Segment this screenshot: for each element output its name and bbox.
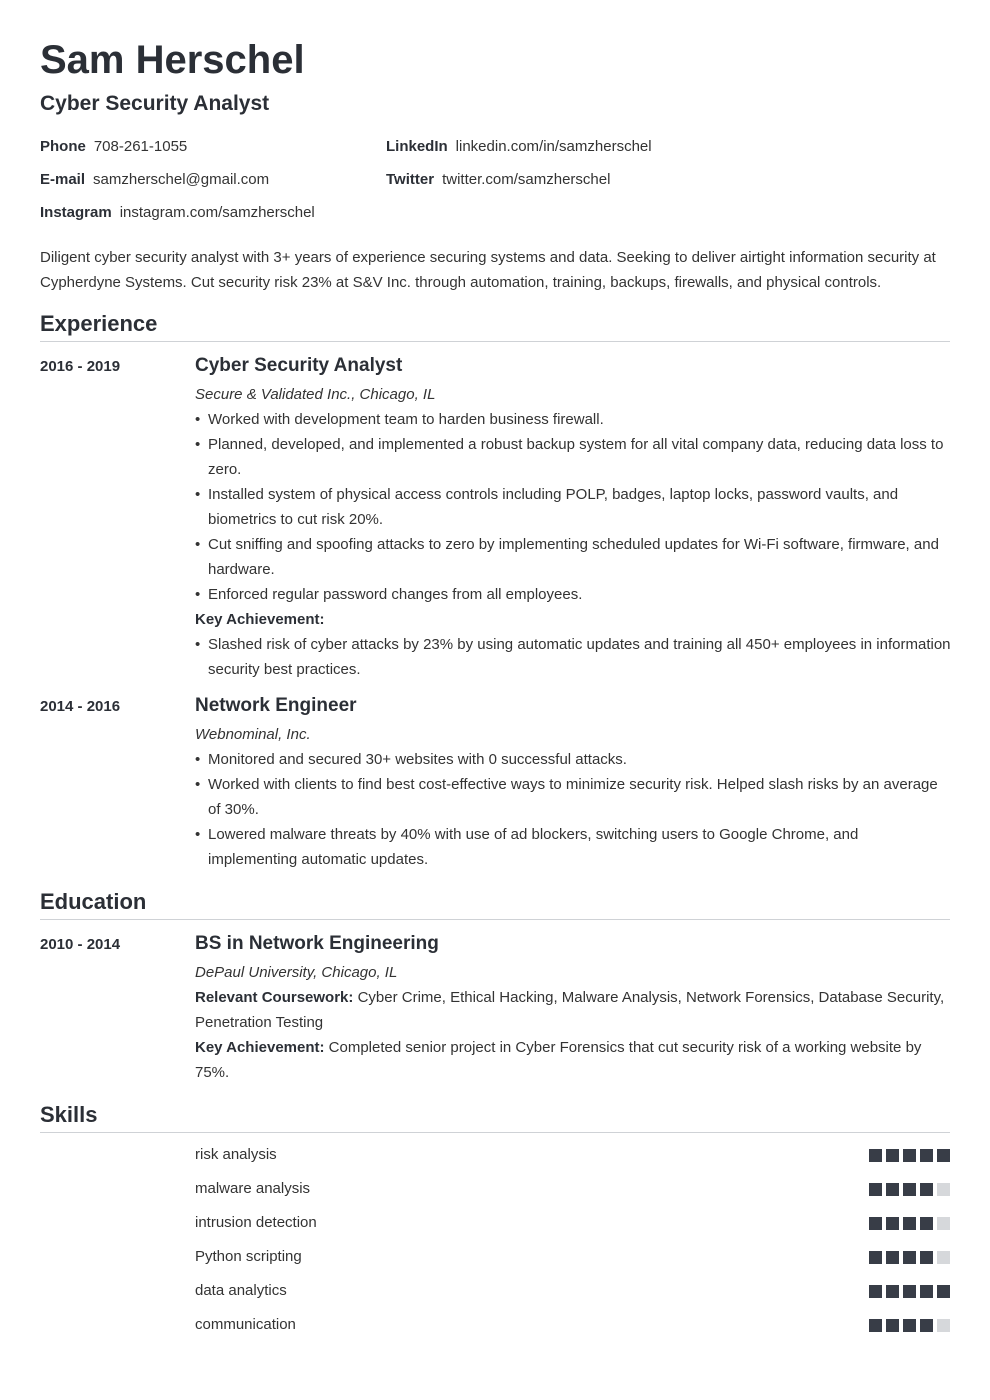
job-1-dates: 2016 - 2019 <box>40 358 121 375</box>
phone-label: Phone <box>40 138 86 155</box>
contact-instagram <box>40 203 315 223</box>
list-item: • Enforced regular password changes from all employees. <box>195 586 583 603</box>
skill-level-filled <box>886 1285 899 1298</box>
skill-level-meter <box>865 1319 950 1332</box>
instagram-value: instagram.com/samzherschel <box>119 204 315 221</box>
skill-level-filled <box>903 1251 916 1264</box>
candidate-name: Sam Herschel <box>40 38 305 82</box>
skill-row <box>195 1211 950 1235</box>
linkedin-label: LinkedIn <box>386 138 448 155</box>
skill-level-filled <box>886 1319 899 1332</box>
coursework: Relevant Coursework: Cyber Crime, Ethical Hacking, Malware Analysis, Network Forensics, Database Security, Penetration Testing <box>195 989 945 1031</box>
skill-row <box>195 1177 950 1201</box>
email-label: E-mail <box>40 171 86 188</box>
list-item: • Worked with clients to find best cost-effective ways to minimize security risk. Helped slash risks by an average of 30%. <box>195 776 938 818</box>
contact-email <box>40 170 269 190</box>
skill-name: data analytics <box>195 1282 287 1299</box>
skill-level-filled <box>937 1149 950 1162</box>
list-item: • Cut sniffing and spoofing attacks to zero by implementing scheduled updates for Wi-Fi software, firmware, and hardware. <box>195 536 939 578</box>
skill-level-empty <box>937 1217 950 1230</box>
instagram-label: Instagram <box>40 204 112 221</box>
contact-twitter <box>386 170 610 190</box>
job-1-role: Cyber Security Analyst <box>195 355 403 376</box>
contact-phone <box>40 137 187 157</box>
job-2-bullets <box>195 747 951 872</box>
skill-level-filled <box>920 1319 933 1332</box>
skill-name: risk analysis <box>195 1146 277 1163</box>
job-2-role: Network Engineer <box>195 695 357 716</box>
skill-level-meter <box>865 1183 950 1196</box>
skill-level-filled <box>886 1183 899 1196</box>
skill-level-filled <box>869 1319 882 1332</box>
education-block <box>195 931 951 1085</box>
list-item: • Slashed risk of cyber attacks by 23% by using automatic updates and training all 450+ employees in information security best practices. <box>195 636 951 678</box>
skill-level-filled <box>920 1183 933 1196</box>
skill-level-filled <box>920 1149 933 1162</box>
skill-row <box>195 1245 950 1269</box>
list-item: • Worked with development team to harden business firewall. <box>195 411 604 428</box>
skill-name: Python scripting <box>195 1248 302 1265</box>
skill-name: malware analysis <box>195 1180 311 1197</box>
skill-level-empty <box>937 1251 950 1264</box>
skills-heading: Skills <box>40 1101 950 1133</box>
twitter-value: twitter.com/samzherschel <box>442 171 611 188</box>
skill-row <box>195 1313 950 1337</box>
twitter-label: Twitter <box>386 171 435 188</box>
list-item: • Installed system of physical access controls including POLP, badges, laptop locks, password vaults, and biometrics to cut risk 20%. <box>195 486 899 528</box>
skill-level-filled <box>869 1183 882 1196</box>
skill-level-filled <box>920 1251 933 1264</box>
skill-level-empty <box>937 1183 950 1196</box>
skill-level-filled <box>920 1285 933 1298</box>
job-title: Cyber Security Analyst <box>40 92 270 115</box>
linkedin-value: linkedin.com/in/samzherschel <box>455 138 652 155</box>
job-2 <box>195 693 951 872</box>
list-item: • Monitored and secured 30+ websites with 0 successful attacks. <box>195 751 627 768</box>
skill-level-meter <box>865 1149 950 1162</box>
job-1 <box>195 353 951 682</box>
job-1-org: Secure & Validated Inc., Chicago, IL <box>195 386 436 403</box>
skill-level-filled <box>886 1251 899 1264</box>
job-2-org: Webnominal, Inc. <box>195 726 311 743</box>
job-1-bullets <box>195 407 951 607</box>
degree: BS in Network Engineering <box>195 933 439 954</box>
skill-level-filled <box>869 1285 882 1298</box>
skill-name: communication <box>195 1316 296 1333</box>
skill-row <box>195 1143 950 1167</box>
skill-level-filled <box>886 1217 899 1230</box>
skill-name: intrusion detection <box>195 1214 317 1231</box>
email-value: samzherschel@gmail.com <box>93 171 270 188</box>
skill-level-meter <box>865 1251 950 1264</box>
skill-level-filled <box>869 1217 882 1230</box>
skill-level-filled <box>903 1149 916 1162</box>
job-1-key-bullets <box>195 632 951 682</box>
skill-level-filled <box>903 1319 916 1332</box>
skill-level-filled <box>937 1285 950 1298</box>
education-achievement: Key Achievement: Completed senior project in Cyber Forensics that cut security risk of a working website by 75%. <box>195 1039 922 1081</box>
skill-level-filled <box>920 1217 933 1230</box>
skill-level-empty <box>937 1319 950 1332</box>
contact-linkedin <box>386 137 652 157</box>
skill-level-meter <box>865 1217 950 1230</box>
list-item: • Planned, developed, and implemented a robust backup system for all vital company data, reducing data loss to zero. <box>195 436 944 478</box>
skill-level-filled <box>903 1217 916 1230</box>
job-1-key-achievement-label: Key Achievement: <box>195 611 325 628</box>
education-heading: Education <box>40 888 950 920</box>
experience-heading: Experience <box>40 310 950 342</box>
skill-level-filled <box>903 1285 916 1298</box>
phone-value: 708-261-1055 <box>93 138 188 155</box>
skill-level-filled <box>886 1149 899 1162</box>
school: DePaul University, Chicago, IL <box>195 964 398 981</box>
education-dates: 2010 - 2014 <box>40 936 121 953</box>
skill-level-filled <box>869 1251 882 1264</box>
summary: Diligent cyber security analyst with 3+ years of experience securing systems and data. Seeking to deliver airtight information security at Cypherdyne Systems. Cut security risk 23% at S&V Inc. through automation, training, backups, firewalls, and physical controls. <box>40 249 936 291</box>
skill-level-filled <box>869 1149 882 1162</box>
skill-row <box>195 1279 950 1303</box>
list-item: • Lowered malware threats by 40% with use of ad blockers, switching users to Google Chrome, and implementing automatic updates. <box>195 826 859 868</box>
skill-level-meter <box>865 1285 950 1298</box>
skill-level-filled <box>903 1183 916 1196</box>
job-2-dates: 2014 - 2016 <box>40 698 121 715</box>
